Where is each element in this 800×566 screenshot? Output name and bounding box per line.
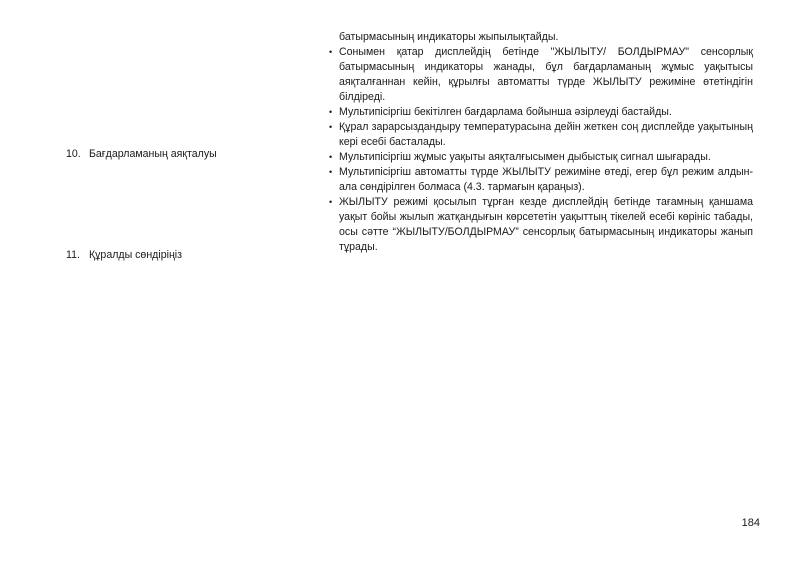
list-item-text: Мультипісіргіш автоматты түрде ЖЫЛЫТУ режиміне өтеді, егер бұл режим алдын-ала сөндірілген болмаса (4.3. тармағын қараңыз). bbox=[339, 166, 753, 193]
bullet-icon: • bbox=[329, 197, 333, 207]
list-item-text: Сонымен қатар дисплейдің бетінде "ЖЫЛЫТУ/ БОЛДЫРМАУ" сенсорлық батырмасының индикаторы жанады, бұл бағдарламаның жұмыс уақытысы аяқталғаннан кейін, құрылғы автоматты түрде ЖЫЛЫТУ режиміне өтетіндігін білдіреді. bbox=[339, 46, 753, 103]
list-item-text: Мультипісіргіш бекітілген бағдарлама бойынша әзірлеуді бастайды. bbox=[339, 106, 672, 118]
list-item bbox=[329, 45, 753, 105]
continuation-text: батырмасының индикаторы жыпылықтайды. bbox=[339, 31, 559, 43]
list-item bbox=[329, 150, 753, 165]
instruction-bullet-list bbox=[329, 45, 753, 255]
list-item-text: Мультипісіргіш жұмыс уақыты аяқталғысымен дыбыстық сигнал шығарады. bbox=[339, 151, 711, 163]
step-label: Құралды сөндіріңіз bbox=[88, 249, 183, 261]
bullet-icon: • bbox=[329, 107, 333, 117]
list-item-text: Құрал зарарсыздандыру температурасына дейін жеткен соң дисплейде уақытының кері есебі басталады. bbox=[339, 121, 753, 148]
list-item bbox=[329, 195, 753, 255]
list-item bbox=[329, 105, 753, 120]
bullet-icon: • bbox=[329, 47, 333, 57]
step-heading-turn-off bbox=[66, 248, 182, 263]
bullet-icon: • bbox=[329, 122, 333, 132]
list-item bbox=[329, 120, 753, 150]
page-number: 184 bbox=[741, 517, 760, 529]
step-number: 11. bbox=[66, 249, 80, 261]
bullet-icon: • bbox=[329, 152, 333, 162]
step-number: 10. bbox=[66, 148, 81, 160]
list-item bbox=[329, 165, 753, 195]
list-item-text: ЖЫЛЫТУ режимі қосылып тұрған кезде дисплейдің бетінде тағамның қаншама уақыт бойы жылып жатқандығын көрсететін уақыттың тікелей есебі көрініс табады, осы сәтте “ЖЫЛЫТУ/БОЛДЫРМАУ” сенсорлық батырмасының индикаторы жанып тұрады. bbox=[339, 196, 753, 253]
step-label: Бағдарламаның аяқталуы bbox=[88, 148, 217, 160]
bullet-icon: • bbox=[329, 167, 333, 177]
step-heading-program-end bbox=[66, 147, 217, 162]
